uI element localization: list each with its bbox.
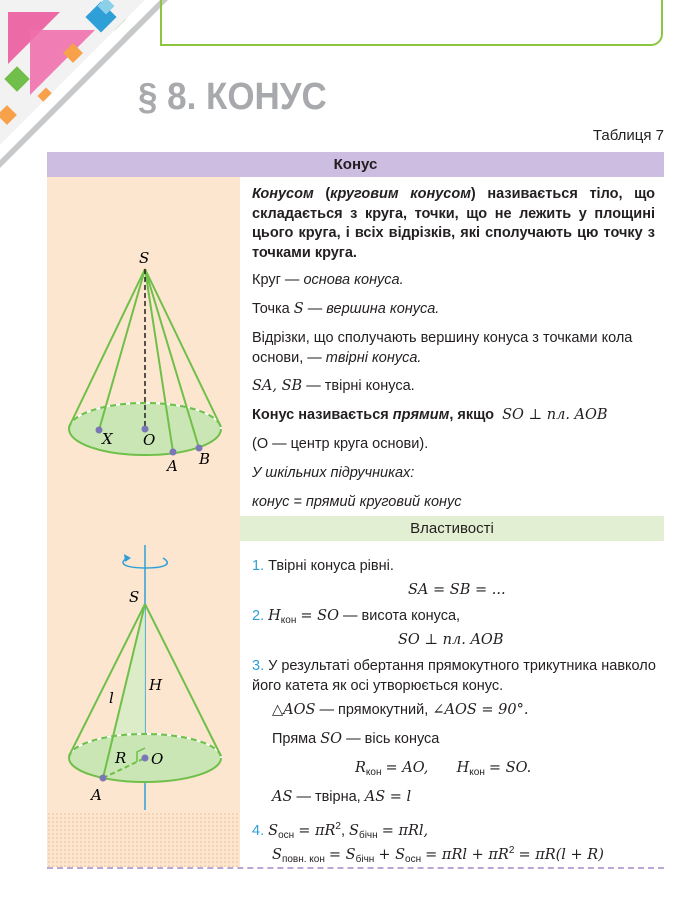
school-note: У шкільних підручниках:: [252, 465, 415, 481]
sa-sb-note: SA, SB — твірні конуса.: [252, 378, 415, 394]
label-r: R: [115, 749, 127, 767]
def-term: Конусом: [252, 186, 314, 202]
property-2-formula: SO ⊥ пл. AOB: [398, 632, 504, 648]
top-frame: [160, 0, 663, 46]
property-4-full-area: $S_{повн. кон} = S_{бічн} + S_{осн} = \pi Rl + \pi R^2 = \pi R(l + R)$: [272, 845, 604, 865]
property-3: 3. У результаті обертання прямокутного трикутника навколо його катета як осі утворюється конус.: [252, 658, 656, 694]
label-a: A: [167, 457, 178, 475]
label-b: B: [199, 450, 211, 468]
property-2: 2. $H_{кон}$ = SO — висота конуса,: [252, 608, 461, 626]
cone-definition: Конусом (круговим конусом) називається тіло, що складається з круга, точки, що не лежить у площині цього круга, і всіх відрізків, які сполучають цю точку з точками круга.: [252, 186, 655, 261]
figure-panel-texture: [47, 812, 240, 867]
school-equation: конус = прямий круговий конус: [252, 494, 462, 510]
base-note: Круг — основа конуса.: [252, 272, 404, 288]
page-title: § 8. КОНУС: [138, 76, 327, 118]
property-1-formula: SA = SB = ...: [408, 582, 506, 598]
label-x: X: [102, 430, 113, 448]
center-note: (O — центр круга основи).: [252, 436, 429, 452]
label-o2: O: [151, 750, 164, 768]
label-a2: A: [91, 786, 102, 804]
label-o: O: [143, 431, 156, 449]
property-3-generatrix: AS — твірна, AS = l: [272, 789, 412, 805]
cone-figure: [47, 177, 240, 487]
label-l: l: [109, 689, 114, 707]
table-header: Конус: [47, 152, 664, 177]
property-4: 4. $S_{осн} = \pi R^2$, $S_{бічн} = \pi Rl$,: [252, 821, 429, 841]
table-number: Таблиця 7: [592, 127, 664, 144]
properties-header: Властивості: [240, 516, 664, 541]
apex-note: Точка S — вершина конуса.: [252, 301, 440, 317]
property-1: 1. Твірні конуса рівні.: [252, 558, 394, 574]
def-text: називається тіло, що складається з круга, точки, що не лежить у площині цього круга, і всіх відрізків, які сполучають цю точку з точками круга: [252, 186, 655, 261]
label-h: H: [149, 676, 163, 694]
right-cone-note: Конус називається прямим, якщо SO ⊥ пл. AOB: [252, 407, 608, 423]
label-s: S: [139, 249, 150, 267]
property-3-triangle: △AOS — прямокутний, ∠AOS = 90°.: [272, 702, 529, 718]
property-3-axis: Пряма SO — вісь конуса: [272, 731, 440, 747]
property-3-r-h: $R_{кон}$ = AO, $H_{кон}$ = SO.: [355, 760, 532, 778]
bottom-border: [47, 867, 664, 869]
def-term-alt: круговим конусом: [330, 186, 471, 202]
rotation-cone-figure: [47, 540, 240, 820]
generatrix-note: Відрізки, що сполучають вершину конуса з точками кола основи, — твірні конуса.: [252, 330, 633, 366]
label-s2: S: [129, 588, 140, 606]
